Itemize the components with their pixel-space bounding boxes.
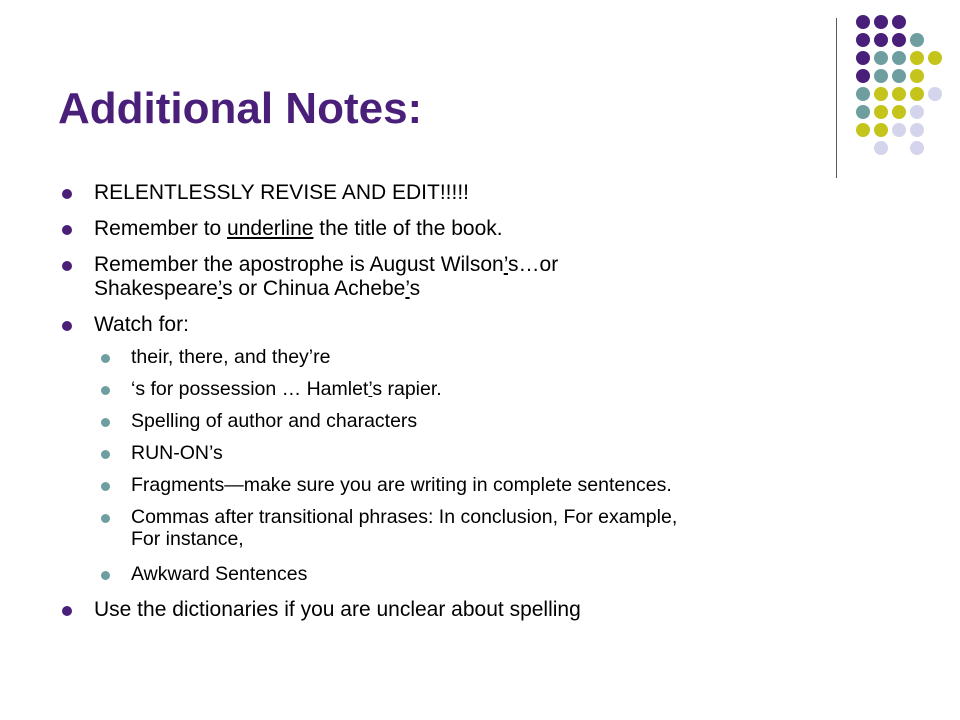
dot	[892, 105, 906, 119]
dot	[910, 105, 924, 119]
dot	[910, 141, 924, 155]
bullet-text: s or Chinua Achebe	[222, 277, 406, 300]
sub-bullet-run-ons	[131, 442, 831, 464]
underlined-word: underline	[227, 217, 314, 240]
decorative-dot-grid	[846, 12, 956, 162]
dot	[910, 87, 924, 101]
sub-bullet-commas	[131, 506, 831, 550]
dot	[928, 51, 942, 65]
bullet-apostrophe	[94, 253, 794, 301]
apostrophe-underlined: ’	[368, 378, 373, 400]
bullet-underline	[94, 217, 794, 241]
apostrophe-underlined: ’	[217, 277, 223, 300]
dot	[910, 69, 924, 83]
bullet-text: RELENTLESSLY REVISE AND EDIT!!!!!	[94, 181, 470, 204]
dot	[892, 15, 906, 29]
dot	[874, 33, 888, 47]
bullet-text: Remember the apostrophe is August Wilson	[94, 253, 504, 276]
bullet-text: the title of the book.	[313, 217, 503, 240]
dot	[874, 15, 888, 29]
dot	[874, 87, 888, 101]
sub-bullet-awkward	[131, 563, 831, 585]
bullet-revise	[94, 181, 794, 205]
dot	[856, 51, 870, 65]
sub-bullet-text: Awkward Sentences	[131, 563, 308, 585]
dot	[874, 51, 888, 65]
sub-bullet-possession	[131, 378, 831, 400]
dot	[856, 87, 870, 101]
dot	[892, 123, 906, 137]
sub-bullet-text: Spelling of author and characters	[131, 410, 418, 432]
dot	[874, 105, 888, 119]
dot	[910, 51, 924, 65]
bullet-text: Use the dictionaries if you are unclear about spelling	[94, 598, 581, 621]
apostrophe-underlined: ’	[405, 277, 410, 300]
bullet-text: s…or	[508, 253, 559, 276]
dot	[856, 33, 870, 47]
sub-bullet-text: For instance,	[131, 528, 244, 550]
dot	[856, 105, 870, 119]
sub-bullet-text: their, there, and they’re	[131, 346, 331, 368]
sub-bullet-text: Fragments—make sure you are writing in complete sentences.	[131, 474, 672, 496]
sub-bullet-text: RUN-ON’s	[131, 442, 223, 464]
dot	[856, 69, 870, 83]
dot	[874, 69, 888, 83]
dot	[928, 87, 942, 101]
bullet-text: Remember to	[94, 217, 228, 240]
dot	[856, 15, 870, 29]
bullet-text: Watch for:	[94, 313, 189, 336]
sub-bullet-text: Commas after transitional phrases: In conclusion, For example,	[131, 506, 678, 528]
dot	[874, 123, 888, 137]
apostrophe-underlined: ’	[503, 253, 509, 276]
sub-bullet-homophones	[131, 346, 831, 368]
dot	[910, 123, 924, 137]
dot	[910, 33, 924, 47]
bullet-text: s	[409, 277, 421, 300]
bullet-watch-for	[94, 313, 794, 337]
dot	[892, 87, 906, 101]
bullet-dictionaries	[94, 598, 794, 622]
slide-title: Additional Notes:	[58, 84, 423, 133]
sub-bullet-text: s rapier.	[372, 378, 442, 400]
bullet-text: Shakespeare	[94, 277, 218, 300]
dot	[892, 51, 906, 65]
divider-line	[836, 18, 837, 178]
dot	[892, 33, 906, 47]
dot	[892, 69, 906, 83]
dot	[856, 123, 870, 137]
dot	[874, 141, 888, 155]
sub-bullet-spelling	[131, 410, 831, 432]
sub-bullet-text: ‘s for possession … Hamlet	[131, 378, 369, 400]
sub-bullet-fragments	[131, 474, 831, 496]
